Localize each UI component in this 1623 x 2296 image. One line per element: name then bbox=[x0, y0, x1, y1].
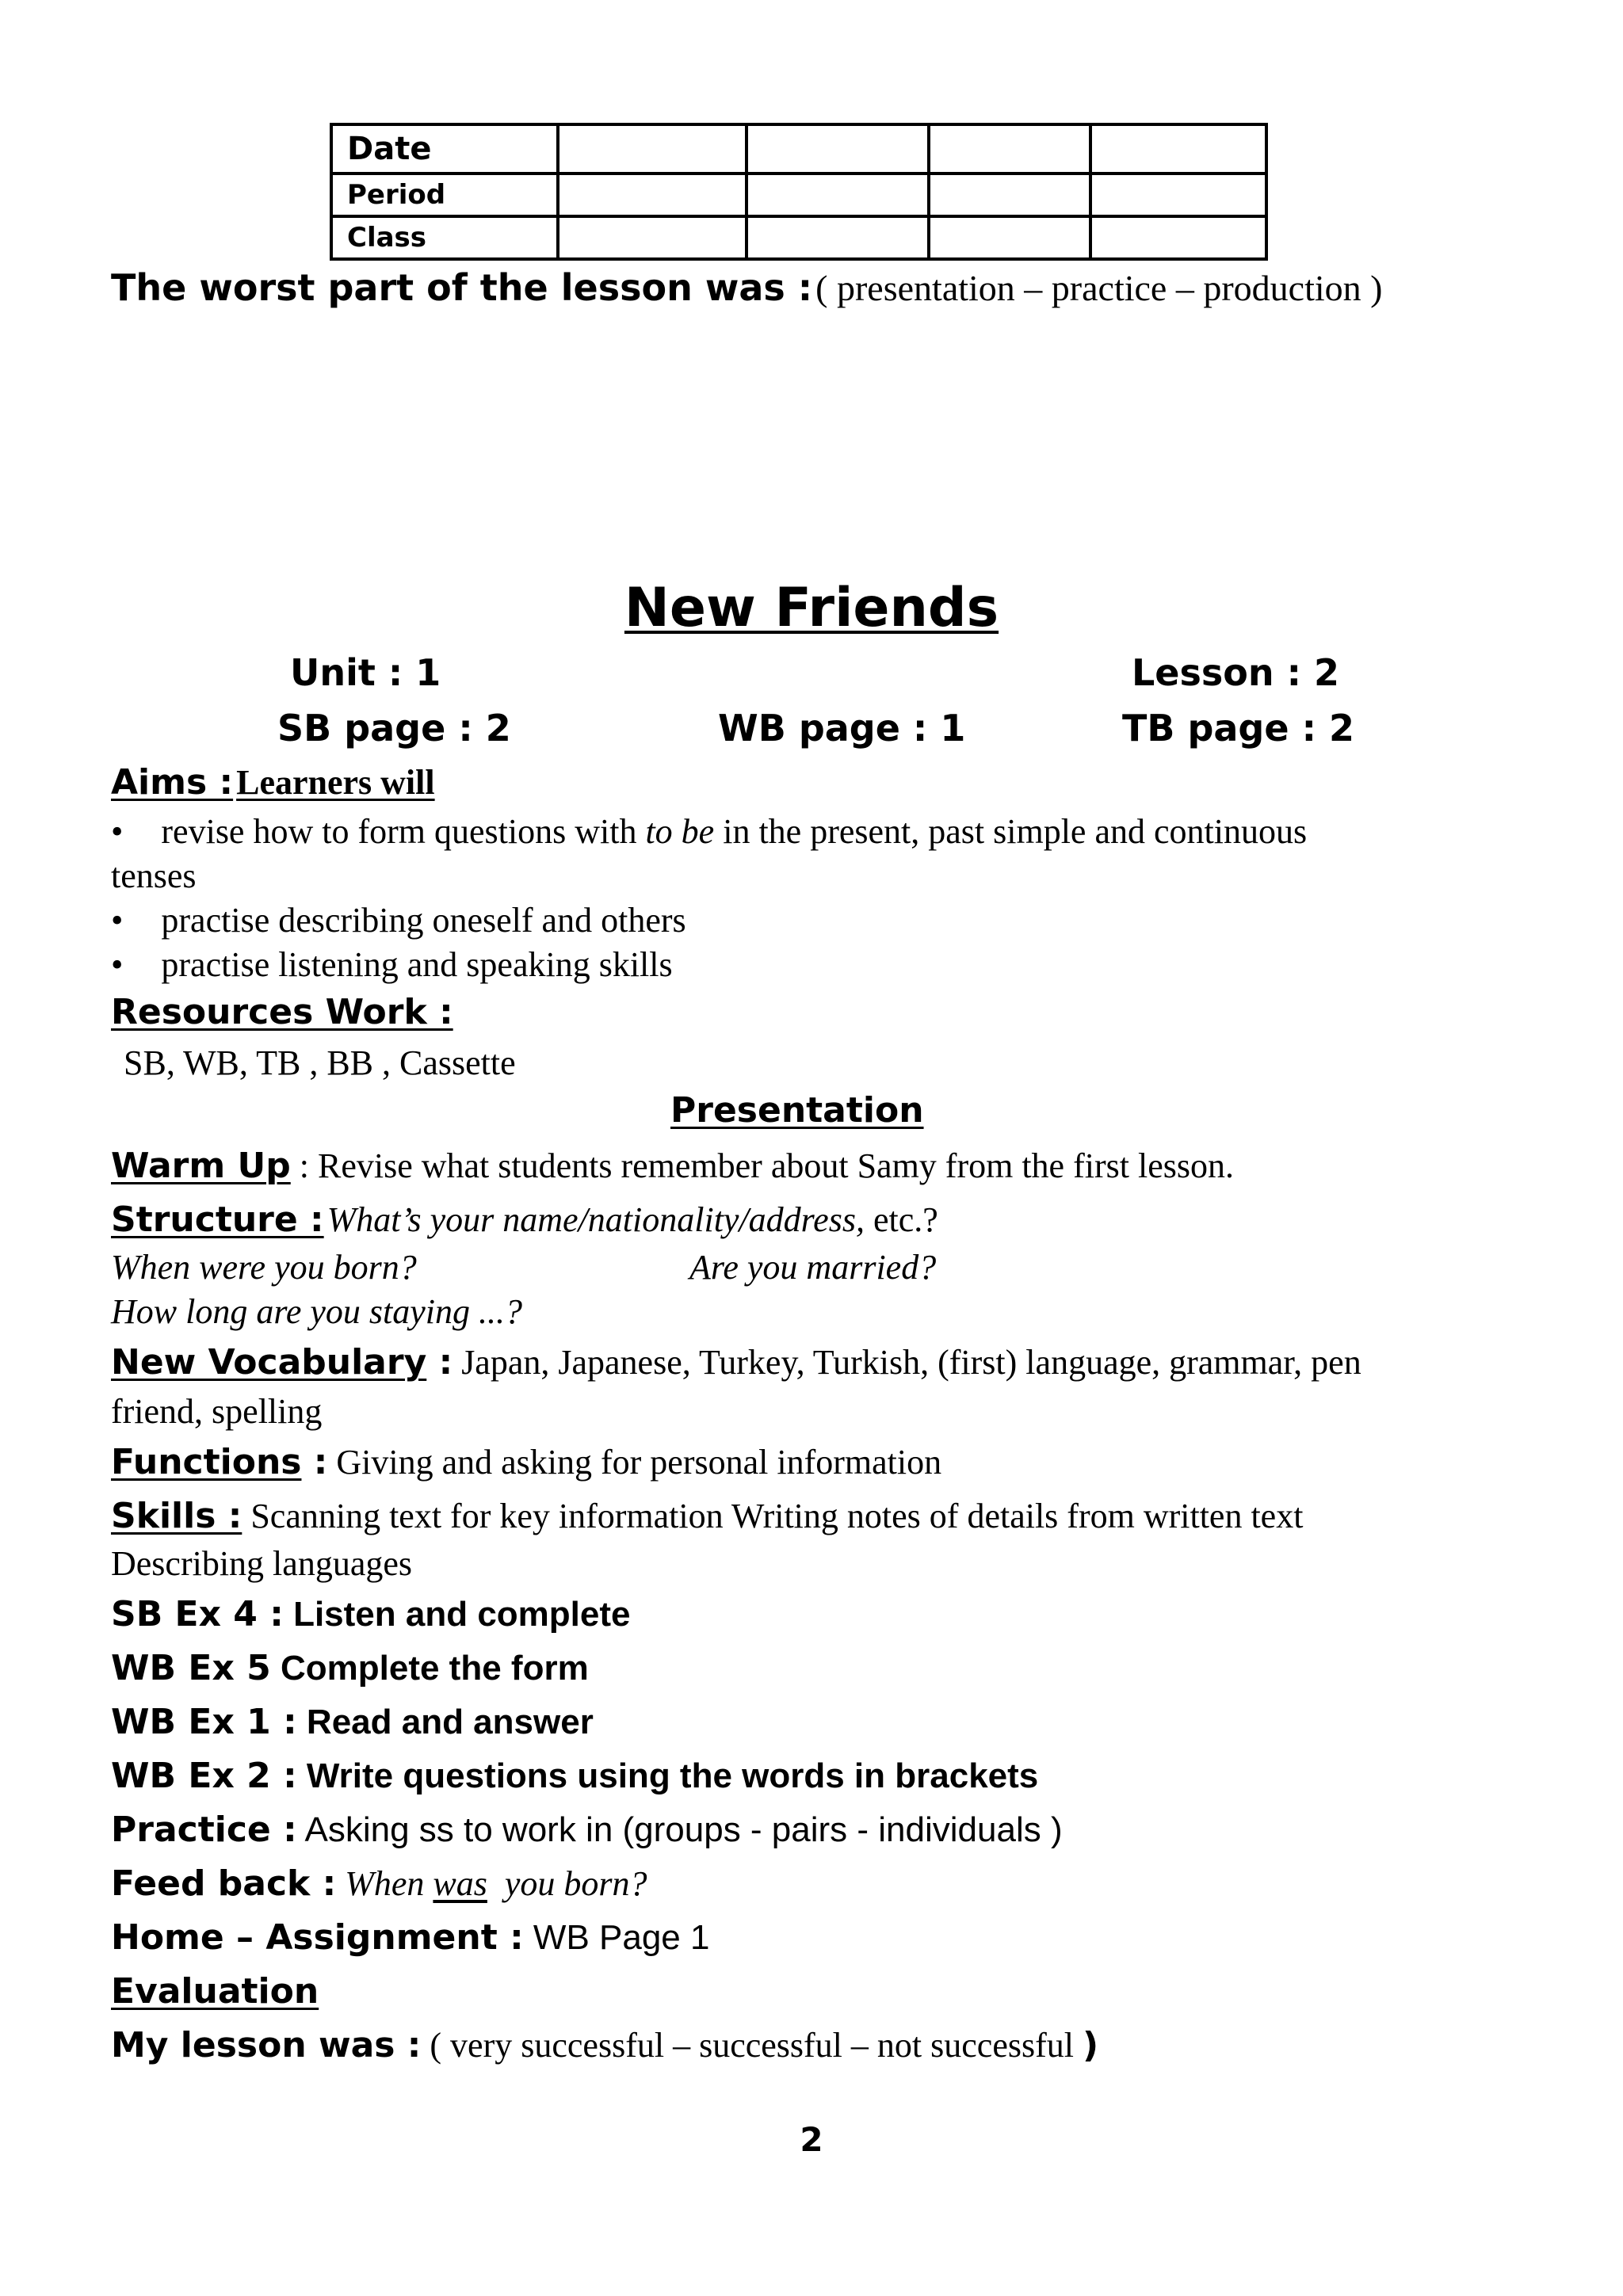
period-label: Period bbox=[331, 174, 558, 216]
table-cell bbox=[558, 216, 747, 259]
aims-intro: Learners will bbox=[236, 763, 435, 802]
structure-question: How long are you staying ...? bbox=[111, 1292, 522, 1331]
practice-value: Asking ss to work in (groups - pairs - individuals ) bbox=[296, 1810, 1063, 1849]
exercise-sb-4 bbox=[111, 1594, 630, 1634]
worst-part-value: ( presentation – practice – production ) bbox=[815, 268, 1383, 308]
aim-text: in the present, past simple and continuous bbox=[714, 812, 1308, 851]
unit-label: Unit : 1 bbox=[290, 651, 441, 694]
vocabulary-label: New Vocabulary bbox=[111, 1342, 427, 1383]
exercise-label: WB Ex 5 bbox=[111, 1648, 271, 1688]
skills-value: Scanning text for key information Writing notes of details from written text bbox=[242, 1497, 1304, 1535]
warm-up-line bbox=[111, 1146, 1234, 1186]
table-cell bbox=[1090, 124, 1266, 174]
home-assignment-label: Home – Assignment : bbox=[111, 1917, 524, 1958]
my-lesson-line bbox=[111, 2025, 1098, 2065]
warm-up-label: Warm Up bbox=[111, 1146, 291, 1186]
functions-value: Giving and asking for personal information bbox=[327, 1443, 942, 1482]
practice-line bbox=[111, 1810, 1063, 1850]
practice-label: Practice : bbox=[111, 1810, 297, 1850]
feedback-text: you born? bbox=[487, 1864, 647, 1903]
exercise-value: Write questions using the words in brackets bbox=[296, 1756, 1039, 1795]
functions-label: Functions bbox=[111, 1442, 302, 1482]
functions-colon: : bbox=[301, 1442, 328, 1482]
structure-label: Structure : bbox=[111, 1199, 324, 1240]
functions-line bbox=[111, 1442, 941, 1482]
list-item bbox=[111, 811, 1307, 852]
aim-text: practise describing oneself and others bbox=[161, 901, 686, 940]
exercise-label: WB Ex 1 : bbox=[111, 1702, 297, 1742]
warm-up-value: : Revise what students remember about Samy from the first lesson. bbox=[290, 1146, 1234, 1185]
table-cell bbox=[747, 216, 929, 259]
page-title: New Friends bbox=[624, 577, 999, 639]
vocabulary-value: Japan, Japanese, Turkey, Turkish, (first) language, grammar, pen bbox=[453, 1343, 1361, 1382]
table-cell bbox=[929, 174, 1090, 216]
table-cell bbox=[929, 216, 1090, 259]
home-assignment-line bbox=[111, 1917, 709, 1958]
tb-page-label: TB page : 2 bbox=[1122, 707, 1354, 749]
table-row bbox=[331, 216, 1266, 259]
list-item bbox=[111, 944, 673, 985]
table-cell bbox=[1090, 174, 1266, 216]
aim-text: revise how to form questions with bbox=[161, 812, 646, 851]
skills-line bbox=[111, 1496, 1303, 1536]
feedback-underlined: was bbox=[433, 1864, 487, 1903]
feedback-line bbox=[111, 1863, 647, 1904]
table-row bbox=[331, 174, 1266, 216]
home-assignment-value: WB Page 1 bbox=[523, 1918, 710, 1957]
structure-question: What’s your name/nationality/address, bbox=[327, 1200, 865, 1239]
exercise-value: Listen and complete bbox=[283, 1595, 631, 1634]
table-cell bbox=[558, 174, 747, 216]
date-label: Date bbox=[331, 124, 558, 174]
aim-wrap: tenses bbox=[111, 856, 197, 895]
my-lesson-label: My lesson was : bbox=[111, 2025, 422, 2065]
exercise-value: Complete the form bbox=[270, 1649, 589, 1688]
table-cell bbox=[747, 174, 929, 216]
page-number: 2 bbox=[800, 2120, 823, 2159]
feedback-label: Feed back : bbox=[111, 1863, 337, 1904]
table-cell bbox=[558, 124, 747, 174]
exercise-label: WB Ex 2 : bbox=[111, 1756, 297, 1796]
my-lesson-close: ) bbox=[1082, 2025, 1099, 2065]
worst-part-label: The worst part of the lesson was : bbox=[111, 266, 813, 309]
exercise-wb-2 bbox=[111, 1756, 1038, 1796]
bullet: • bbox=[111, 901, 124, 940]
structure-question-tail: etc.? bbox=[864, 1200, 938, 1239]
resources-label: Resources Work : bbox=[111, 992, 453, 1032]
aim-text: practise listening and speaking skills bbox=[161, 945, 673, 984]
skills-wrap: Describing languages bbox=[111, 1544, 412, 1583]
attendance-table bbox=[330, 123, 1268, 261]
table-row bbox=[331, 124, 1266, 174]
list-item bbox=[111, 900, 686, 940]
table-cell bbox=[747, 124, 929, 174]
structure-question: When were you born? bbox=[111, 1248, 417, 1287]
table-cell bbox=[1090, 216, 1266, 259]
exercise-wb-5 bbox=[111, 1648, 589, 1688]
aims-heading bbox=[111, 762, 435, 803]
class-label: Class bbox=[331, 216, 558, 259]
aim-emphasis: to be bbox=[645, 812, 715, 851]
bullet: • bbox=[111, 945, 124, 984]
vocabulary-wrap: friend, spelling bbox=[111, 1392, 323, 1431]
exercise-label: SB Ex 4 : bbox=[111, 1594, 284, 1634]
my-lesson-value: ( very successful – successful – not successful bbox=[421, 2026, 1083, 2065]
presentation-heading: Presentation bbox=[670, 1090, 924, 1131]
structure-line bbox=[111, 1199, 938, 1240]
exercise-value: Read and answer bbox=[296, 1703, 594, 1741]
resources-value: SB, WB, TB , BB , Cassette bbox=[124, 1043, 516, 1082]
feedback-text: When bbox=[336, 1864, 433, 1903]
bullet: • bbox=[111, 812, 124, 851]
structure-question: Are you married? bbox=[689, 1248, 937, 1287]
lesson-label: Lesson : 2 bbox=[1132, 651, 1340, 694]
skills-label: Skills : bbox=[111, 1496, 242, 1536]
wb-page-label: WB page : 1 bbox=[718, 707, 966, 749]
exercise-wb-1 bbox=[111, 1702, 594, 1742]
evaluation-heading: Evaluation bbox=[111, 1971, 319, 2012]
vocabulary-colon: : bbox=[426, 1342, 453, 1383]
aims-label: Aims : bbox=[111, 762, 234, 803]
worst-part-line bbox=[111, 266, 1382, 309]
vocabulary-line bbox=[111, 1342, 1361, 1383]
table-cell bbox=[929, 124, 1090, 174]
sb-page-label: SB page : 2 bbox=[277, 707, 511, 749]
